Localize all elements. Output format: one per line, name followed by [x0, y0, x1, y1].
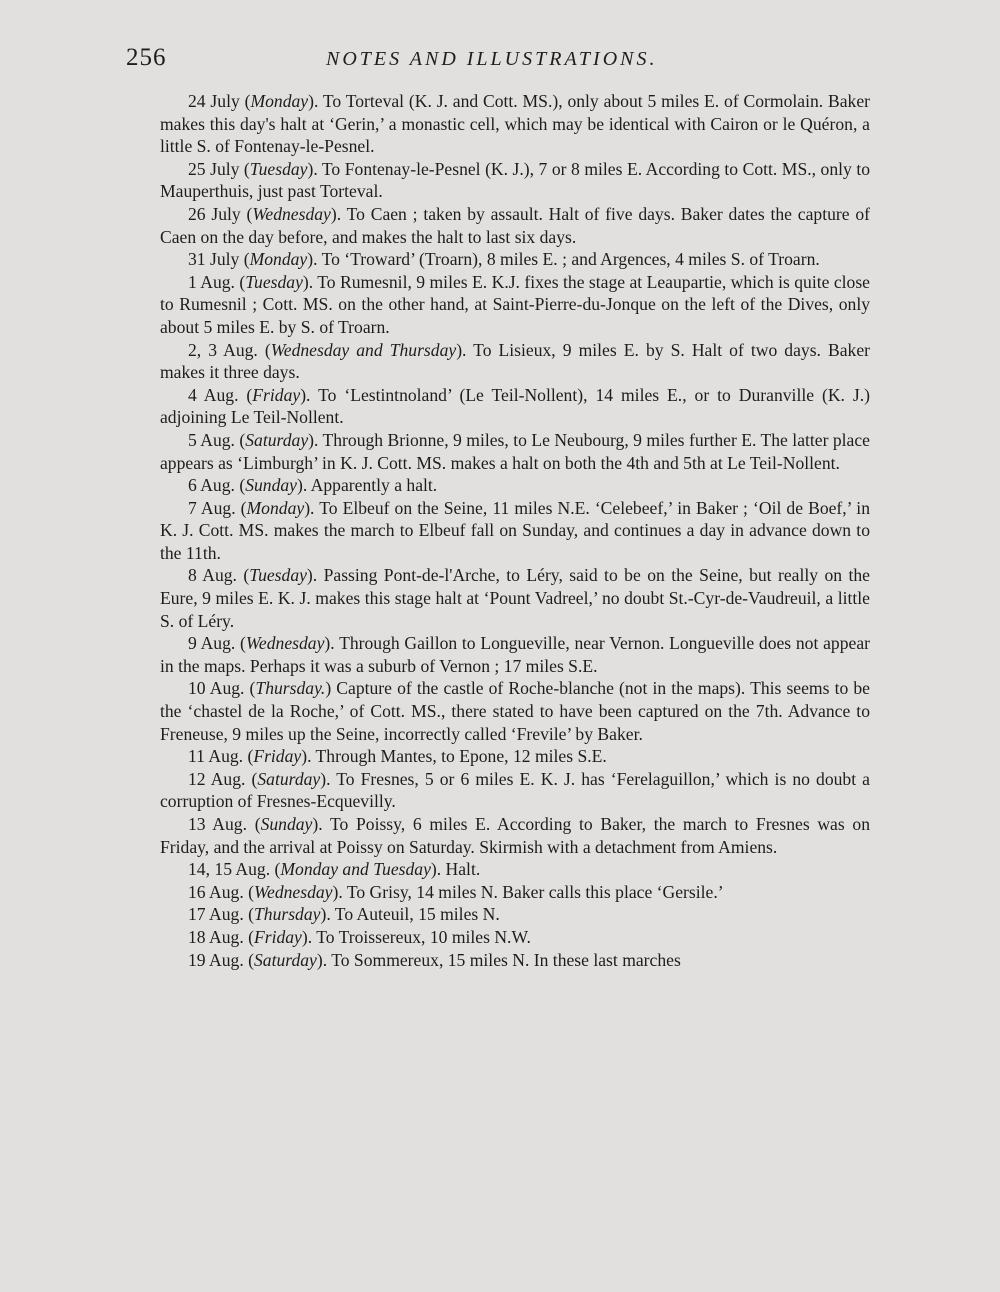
entry-date: 24 July ( — [188, 91, 251, 111]
entry-text: ). To Lisieux, 9 miles E. by S. Halt of two days. Baker makes it three days. — [160, 339, 870, 383]
entry-text: ). To Grisy, 14 miles N. Baker calls this place ‘Gersile.’ — [332, 881, 724, 902]
page-header — [0, 44, 1000, 80]
entry-text: ). Apparently a halt. — [296, 475, 438, 496]
entry-date: 5 Aug. ( — [188, 429, 246, 450]
entry-date: 25 July ( — [188, 158, 250, 179]
itinerary-entry — [160, 768, 870, 813]
itinerary-entry — [160, 429, 870, 474]
entry-date: 1 Aug. ( — [188, 271, 246, 292]
itinerary-entry — [160, 926, 870, 949]
entry-text: ). To ‘Lestintnoland’ (Le Teil-Nollent), 14 miles E., or to Duranville (K. J.) adjoining Le Teil-Nollent. — [160, 384, 871, 428]
entry-date: 7 Aug. ( — [188, 497, 247, 518]
entry-text: ). To Fresnes, 5 or 6 miles E. K. J. has ‘Ferelaguillon,’ which is no doubt a corruption of Fresnes-Ecquevilly. — [160, 768, 870, 812]
entry-date: 31 July ( — [188, 249, 250, 270]
entry-weekday: Tuesday — [249, 565, 307, 586]
entry-date: 4 Aug. ( — [188, 384, 253, 405]
itinerary-entry — [160, 474, 870, 497]
entry-text: ). To Auteuil, 15 miles N. — [320, 904, 500, 925]
entry-date: 14, 15 Aug. ( — [188, 859, 281, 880]
itinerary-entry — [160, 949, 870, 972]
entry-date: 16 Aug. ( — [188, 881, 254, 902]
itinerary-entry — [160, 203, 870, 248]
entry-weekday: Thursday — [253, 904, 321, 925]
entry-date: 6 Aug. ( — [188, 475, 246, 496]
entry-weekday: Monday — [249, 249, 308, 270]
entry-date: 9 Aug. ( — [188, 633, 246, 654]
entry-text: ). To Torteval (K. J. and Cott. MS.), only about 5 miles E. of Cormolain. Baker makes this day's halt at ‘Gerin,’ a monastic cell, which may be identical with Cairon or le Quéron, a little S. of Fontenay-le-Pesnel. — [160, 91, 871, 157]
entry-text: ). To ‘Troward’ (Troarn), 8 miles E. ; and Argences, 4 miles S. of Troarn. — [307, 249, 820, 270]
entry-date: 2, 3 Aug. ( — [188, 339, 271, 360]
entry-text: ). Through Gaillon to Longueville, near Vernon. Longueville does not appear in the maps. Perhaps it was a suburb of Vernon ; 17 miles S.E. — [160, 633, 870, 676]
itinerary-entry — [160, 858, 870, 881]
entry-weekday: Sunday — [245, 475, 297, 496]
entry-weekday: Wednesday — [245, 633, 325, 654]
entry-date: 19 Aug. ( — [188, 949, 254, 970]
itinerary-entry — [160, 632, 870, 677]
entry-text: ). Through Brionne, 9 miles, to Le Neubourg, 9 miles further E. The latter place appears as ‘Limburgh’ in K. J. Cott. MS. makes a halt on both the 4th and 5th at Le Teil-Nollent. — [160, 429, 870, 473]
entry-text: ). Passing Pont-de-l'Arche, to Léry, said to be on the Seine, but really on the Eure, 9 miles E. K. J. makes this stage halt at ‘Pount Vadreel,’ no doubt St.-Cyr-de-Vaudreuil, a little S. of Léry. — [160, 565, 870, 631]
entry-text: ). To Elbeuf on the Seine, 11 miles N.E. ‘Celebeef,’ in Baker ; ‘Oil de Boef,’ in K. J. Cott. MS. makes the march to Elbeuf fall on Sunday, and continues a day in advance down to the 11th. — [160, 497, 870, 563]
entry-weekday: Friday — [253, 746, 302, 767]
entry-date: 26 July ( — [188, 203, 253, 224]
entry-weekday: Saturday — [257, 768, 321, 789]
entry-text: ). To Poissy, 6 miles E. According to Baker, the march to Fresnes was on Friday, and the arrival at Poissy on Saturday. Skirmish with a detachment from Amiens. — [160, 814, 870, 857]
itinerary-entry — [160, 384, 870, 429]
entry-text: ) Capture of the castle of Roche-blanche (not in the maps). This seems to be the ‘chastel de la Roche,’ of Cott. MS., there stated to have been captured on the 7th. Advance to Freneuse, 9 miles up the Seine, incorrectly called ‘Frevile’ by Baker. — [160, 678, 870, 744]
itinerary-entry — [160, 564, 870, 632]
entry-date: 11 Aug. ( — [188, 746, 254, 767]
entry-text: ). To Rumesnil, 9 miles E. K.J. fixes the stage at Leaupartie, which is quite close to Rumesnil ; Cott. MS. on the other hand, at Saint-Pierre-du-Jonque on the left of the Dives, only about 5 miles E. by S. of Troarn. — [160, 271, 870, 337]
entry-weekday: Monday and Tuesday — [280, 859, 431, 880]
entry-text: ). Through Mantes, to Epone, 12 miles S.E. — [301, 746, 607, 767]
entry-weekday: Monday — [250, 91, 309, 111]
itinerary-entry — [160, 339, 870, 384]
itinerary-entry — [160, 903, 870, 926]
entry-text: ). To Fontenay-le-Pesnel (K. J.), 7 or 8 miles E. According to Cott. MS., only to Mauperthuis, just past Torteval. — [160, 158, 870, 202]
entry-text: ). To Troissereux, 10 miles N.W. — [301, 926, 531, 947]
page-number: 256 — [126, 44, 167, 71]
entry-date: 18 Aug. ( — [188, 926, 254, 947]
entry-weekday: Saturday — [245, 429, 309, 450]
entry-weekday: Wednesday — [253, 881, 333, 902]
entry-date: 17 Aug. ( — [188, 904, 254, 925]
itinerary-entry — [160, 271, 870, 339]
running-head: NOTES AND ILLUSTRATIONS. — [326, 48, 658, 70]
entry-date: 12 Aug. ( — [188, 768, 258, 789]
entry-date: 10 Aug. ( — [188, 678, 256, 699]
entry-text: ). To Sommereux, 15 miles N. In these last marches — [316, 949, 681, 970]
entry-weekday: Friday — [252, 384, 301, 405]
itinerary-entry — [160, 677, 870, 745]
entry-weekday: Wednesday — [252, 203, 331, 224]
entry-weekday: Sunday — [260, 814, 313, 834]
entry-weekday: Friday — [253, 926, 302, 947]
itinerary-entry — [160, 881, 870, 904]
entry-weekday: Monday — [246, 497, 305, 518]
itinerary-entry — [160, 813, 870, 858]
entry-date: 13 Aug. ( — [188, 814, 261, 834]
entry-text: ). Halt. — [430, 859, 481, 880]
itinerary-entry — [160, 158, 870, 203]
itinerary-entry — [160, 745, 870, 768]
entry-weekday: Tuesday — [245, 271, 303, 292]
itinerary-entry — [160, 248, 870, 271]
itinerary-notes — [160, 90, 870, 971]
entry-weekday: Saturday — [253, 949, 317, 970]
itinerary-entry — [160, 90, 870, 158]
entry-weekday: Tuesday — [249, 158, 308, 179]
itinerary-entry — [160, 497, 870, 565]
entry-date: 8 Aug. ( — [188, 565, 250, 586]
entry-weekday: Wednesday and Thursday — [270, 339, 457, 360]
entry-weekday: Thursday. — [255, 678, 326, 699]
entry-text: ). To Caen ; taken by assault. Halt of five days. Baker dates the capture of Caen on the day before, and makes the halt to last six days. — [160, 203, 870, 247]
